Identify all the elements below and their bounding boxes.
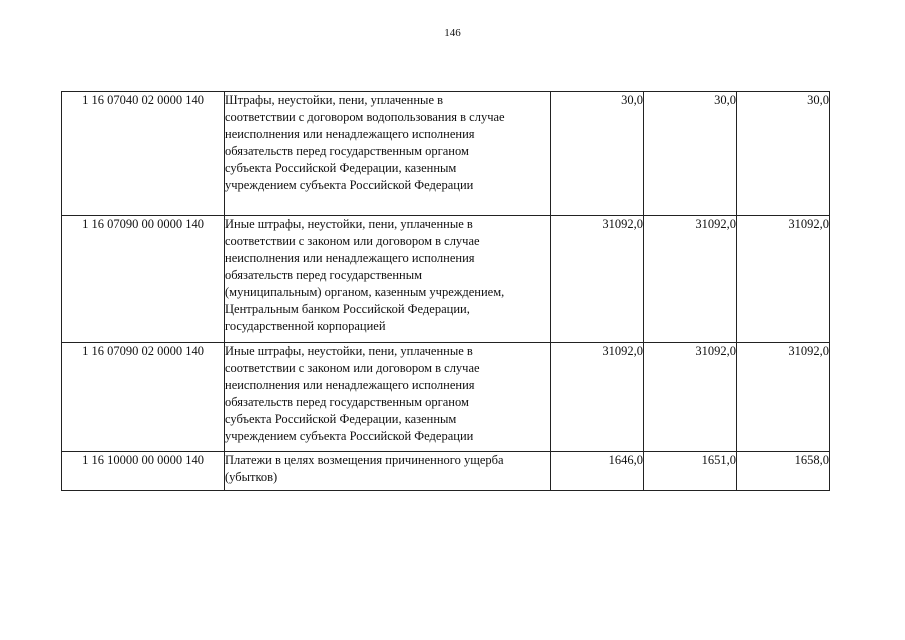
- description-line: учреждением субъекта Российской Федерации: [225, 178, 474, 192]
- description-line: соответствии с законом или договором в случае: [225, 361, 480, 375]
- description-line: (муниципальным) органом, казенным учреждением,: [225, 285, 505, 299]
- description-line: неисполнения или ненадлежащего исполнения: [225, 378, 475, 392]
- description-line: обязательств перед государственным органом: [225, 395, 469, 409]
- description-line: соответствии с законом или договором в случае: [225, 234, 480, 248]
- description-line: Иные штрафы, неустойки, пени, уплаченные в: [225, 344, 473, 358]
- table-row: [62, 343, 830, 452]
- budget-code-cell: 1 16 10000 00 0000 140: [62, 452, 225, 491]
- value-cell-3: 31092,0: [737, 216, 830, 343]
- description-cell: [225, 343, 551, 452]
- value-cell-2: 30,0: [644, 92, 737, 216]
- description-line: неисполнения или ненадлежащего исполнения: [225, 127, 475, 141]
- budget-code-cell: 1 16 07090 00 0000 140: [62, 216, 225, 343]
- description-line: Иные штрафы, неустойки, пени, уплаченные в: [225, 217, 473, 231]
- budget-code-cell: 1 16 07040 02 0000 140: [62, 92, 225, 216]
- description-cell: [225, 452, 551, 491]
- description-cell: [225, 92, 551, 216]
- value-cell-3: 31092,0: [737, 343, 830, 452]
- table-row: [62, 216, 830, 343]
- table-row: [62, 452, 830, 491]
- description-cell: [225, 216, 551, 343]
- description-line: учреждением субъекта Российской Федерации: [225, 429, 474, 443]
- description-line: (убытков): [225, 470, 278, 484]
- table-row: [62, 92, 830, 216]
- value-cell-3: 30,0: [737, 92, 830, 216]
- description-line: соответствии с договором водопользования в случае: [225, 110, 505, 124]
- description-line: государственной корпорацией: [225, 319, 386, 333]
- budget-table: [61, 91, 830, 491]
- description-line: субъекта Российской Федерации, казенным: [225, 412, 457, 426]
- budget-code-cell: 1 16 07090 02 0000 140: [62, 343, 225, 452]
- description-line: неисполнения или ненадлежащего исполнения: [225, 251, 475, 265]
- value-cell-2: 31092,0: [644, 343, 737, 452]
- value-cell-1: 31092,0: [551, 343, 644, 452]
- value-cell-1: 31092,0: [551, 216, 644, 343]
- value-cell-1: 30,0: [551, 92, 644, 216]
- value-cell-2: 1651,0: [644, 452, 737, 491]
- value-cell-2: 31092,0: [644, 216, 737, 343]
- description-line: Центральным банком Российской Федерации,: [225, 302, 470, 316]
- description-line: Платежи в целях возмещения причиненного ущерба: [225, 453, 504, 467]
- description-line: обязательств перед государственным органом: [225, 144, 469, 158]
- page-number: 146: [444, 27, 461, 39]
- description-line: обязательств перед государственным: [225, 268, 423, 282]
- description-line: Штрафы, неустойки, пени, уплаченные в: [225, 93, 444, 107]
- value-cell-1: 1646,0: [551, 452, 644, 491]
- value-cell-3: 1658,0: [737, 452, 830, 491]
- description-line: субъекта Российской Федерации, казенным: [225, 161, 457, 175]
